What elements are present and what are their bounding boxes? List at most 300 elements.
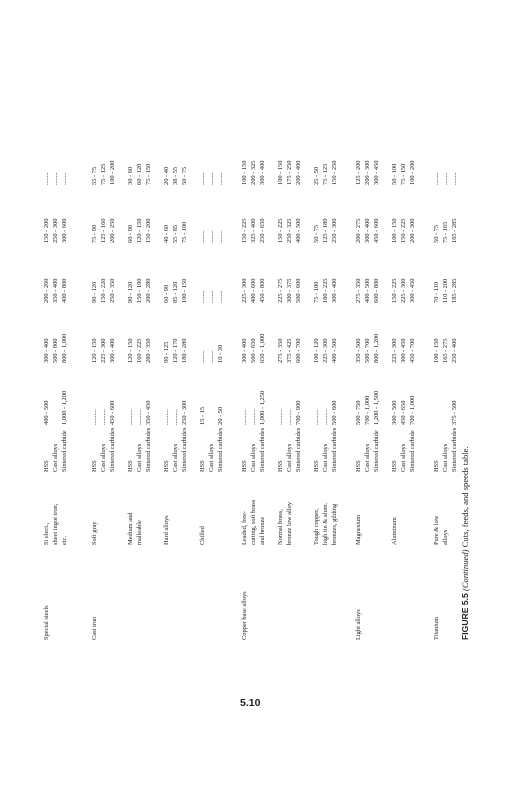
speed-col7-cell: 150 - 250 bbox=[331, 160, 338, 185]
speed-col5-cell: 600 - 800 bbox=[373, 278, 380, 303]
speed-col7-column bbox=[432, 172, 459, 185]
tool-cell: HSS bbox=[277, 460, 284, 472]
speed-col6-cell: 300 - 400 bbox=[364, 218, 371, 243]
speed-col5-cell: 300 - 375 bbox=[286, 278, 293, 303]
material-cell bbox=[372, 609, 381, 640]
speed-col6-cell: 125 - 180 bbox=[322, 218, 329, 243]
speed-col7-cell: ........ bbox=[43, 172, 50, 185]
speed-col7-cell: ........ bbox=[217, 172, 224, 185]
speed-col4-cell: 160 - 225 bbox=[136, 338, 143, 363]
material-column bbox=[432, 617, 459, 640]
speed-col4-cell: ........ bbox=[199, 350, 206, 363]
tool-cell: Sintered carbides bbox=[217, 427, 224, 472]
speed-col6-column bbox=[42, 219, 78, 244]
speed-col4-cell: 280 - 350 bbox=[145, 338, 152, 363]
speed-col5-column bbox=[162, 279, 189, 304]
hardness-cell: .......... bbox=[91, 409, 98, 425]
speed-col6-cell: 150 - 225 bbox=[241, 218, 248, 243]
hardness-cell: 250 - 300 bbox=[181, 400, 188, 425]
speed-col5-column bbox=[126, 279, 153, 304]
hardness-cell bbox=[207, 407, 216, 425]
speed-col4-cell: 350 - 500 bbox=[355, 338, 362, 363]
tool-cell: HSS bbox=[43, 460, 50, 472]
speed-col5-cell: 275 - 350 bbox=[355, 278, 362, 303]
condition-cell: Normal brass, bbox=[277, 509, 284, 545]
condition-cell bbox=[144, 513, 153, 545]
condition-cell: bronzes, gilding bbox=[331, 503, 338, 545]
condition-cell: Aluminum bbox=[391, 517, 398, 545]
speed-col6-column bbox=[126, 219, 153, 244]
speed-col6-column bbox=[276, 219, 303, 244]
hardness-cell: 350 - 450 bbox=[145, 400, 152, 425]
hardness-column bbox=[240, 391, 267, 425]
speed-col7-cell: ........ bbox=[52, 172, 59, 185]
hardness-cell: 300 - 500 bbox=[391, 400, 398, 425]
speed-col7-column bbox=[90, 161, 117, 186]
speed-col5-cell: 500 - 600 bbox=[295, 278, 302, 303]
speed-col6-cell: 150 - 200 bbox=[43, 218, 50, 243]
speed-col6-cell: 200 - 275 bbox=[355, 218, 362, 243]
speed-col6-cell: 60 - 90 bbox=[127, 224, 134, 243]
material-cell: Titanium bbox=[433, 616, 440, 640]
speed-col7-column bbox=[42, 172, 78, 185]
speed-col5-cell: 150 - 220 bbox=[100, 278, 107, 303]
speed-col5-cell bbox=[69, 279, 78, 304]
speed-col5-cell: ........ bbox=[208, 290, 215, 303]
condition-column bbox=[240, 500, 267, 545]
speed-col7-cell: 200 - 400 bbox=[295, 160, 302, 185]
speed-col5-column bbox=[390, 279, 417, 304]
speed-col4-cell: 500 - 800 bbox=[52, 338, 59, 363]
condition-cell bbox=[180, 515, 189, 545]
speed-col5-cell: 300 - 450 bbox=[409, 278, 416, 303]
hardness-cell bbox=[441, 401, 450, 426]
material-cell bbox=[108, 617, 117, 640]
speed-col7-cell: 300 - 450 bbox=[373, 160, 380, 185]
speed-col5-cell: ........ bbox=[217, 290, 224, 303]
speed-col6-cell: 75 - 90 bbox=[91, 224, 98, 243]
speed-col7-cell: 75 - 125 bbox=[322, 163, 329, 185]
speed-col5-cell: 350 - 400 bbox=[52, 278, 59, 303]
condition-cell: Si elect., bbox=[43, 522, 50, 545]
condition-cell bbox=[108, 521, 117, 545]
speed-col6-column bbox=[90, 219, 117, 244]
speed-col4-cell: 300 - 400 bbox=[43, 338, 50, 363]
figure-number: FIGURE 5.5 bbox=[460, 593, 470, 640]
speed-col4-cell: 300 - 400 bbox=[241, 338, 248, 363]
condition-column bbox=[354, 515, 381, 545]
speed-col6-cell: 450 - 600 bbox=[373, 218, 380, 243]
speed-col5-column bbox=[312, 279, 339, 304]
speed-col6-cell: 50 - 75 bbox=[313, 224, 320, 243]
speed-col7-cell: 75 - 150 bbox=[400, 163, 407, 185]
material-cell: Special steels bbox=[43, 605, 50, 640]
tool-cell: HSS bbox=[199, 460, 206, 472]
material-cell: Cast iron bbox=[91, 616, 98, 640]
material-cell bbox=[60, 605, 69, 640]
condition-cell bbox=[450, 516, 459, 545]
hardness-cell: 375 - 500 bbox=[451, 400, 458, 425]
speed-col7-cell: 60 - 120 bbox=[136, 163, 143, 185]
hardness-column bbox=[90, 401, 117, 426]
speed-col4-column bbox=[390, 339, 417, 364]
speed-col4-cell: 250 - 400 bbox=[451, 338, 458, 363]
speed-col7-cell: 100 - 200 bbox=[409, 160, 416, 185]
speed-col5-cell: ........ bbox=[199, 290, 206, 303]
material-column bbox=[90, 617, 117, 640]
speed-col7-column bbox=[162, 167, 189, 185]
tool-cell: Sintered carbides bbox=[295, 427, 302, 472]
tool-column bbox=[276, 428, 303, 472]
tool-cell: Cast alloys bbox=[442, 443, 449, 472]
tool-column bbox=[240, 428, 267, 472]
rotated-table-page bbox=[42, 40, 482, 640]
speed-col4-column bbox=[312, 339, 339, 364]
tool-cell: Cast alloys bbox=[100, 443, 107, 472]
speed-col6-cell: 120 - 150 bbox=[136, 218, 143, 243]
tool-cell: Sintered carbides bbox=[259, 427, 266, 472]
hardness-cell: 700 - 1,000 bbox=[409, 395, 416, 425]
speed-col6-cell: 100 - 150 bbox=[391, 218, 398, 243]
condition-column bbox=[432, 516, 459, 545]
speed-col4-cell: 100 - 120 bbox=[313, 338, 320, 363]
condition-cell: alloys bbox=[442, 529, 449, 545]
speed-col4-cell: 600 - 700 bbox=[295, 338, 302, 363]
speed-col7-column bbox=[240, 161, 267, 186]
speed-col4-cell: 450 - 700 bbox=[409, 338, 416, 363]
tool-column bbox=[354, 430, 381, 472]
speed-col6-column bbox=[162, 222, 189, 243]
speed-col7-cell: 175 - 250 bbox=[286, 160, 293, 185]
condition-column bbox=[126, 513, 153, 545]
tool-cell: HSS bbox=[163, 460, 170, 472]
speed-col7-column bbox=[390, 161, 417, 186]
hardness-cell: .......... bbox=[250, 409, 257, 425]
speed-col5-cell: 100 - 150 bbox=[181, 278, 188, 303]
condition-cell bbox=[216, 526, 225, 545]
speed-col6-cell: 325 - 400 bbox=[250, 218, 257, 243]
material-cell bbox=[249, 591, 258, 640]
condition-cell: Soft gray bbox=[91, 521, 98, 545]
tool-cell bbox=[69, 430, 78, 472]
speed-col4-column bbox=[432, 339, 459, 364]
speed-col7-cell: 200 - 325 bbox=[250, 160, 257, 185]
speed-col6-cell: 75 - 100 bbox=[181, 221, 188, 243]
speed-col4-cell: 120 - 150 bbox=[127, 338, 134, 363]
tool-cell: Cast alloys bbox=[136, 443, 143, 472]
speed-col7-column bbox=[312, 161, 339, 186]
condition-cell bbox=[294, 502, 303, 545]
material-cell bbox=[441, 617, 450, 640]
condition-cell: Magnesium bbox=[355, 514, 362, 545]
speed-col6-column bbox=[390, 219, 417, 244]
speed-col5-cell: 400 - 600 bbox=[250, 278, 257, 303]
hardness-cell: .......... bbox=[163, 409, 170, 425]
condition-cell: Pure & low bbox=[433, 515, 440, 545]
speed-col5-cell: 180 - 225 bbox=[322, 278, 329, 303]
speed-col4-cell: 400 - 500 bbox=[331, 338, 338, 363]
speed-col6-cell: 200 - 250 bbox=[109, 218, 116, 243]
speed-col7-cell: 38 - 55 bbox=[172, 166, 179, 185]
speed-col6-cell: 250 - 300 bbox=[331, 218, 338, 243]
condition-column bbox=[276, 502, 303, 545]
speed-col5-cell: 450 - 800 bbox=[259, 278, 266, 303]
speed-col7-cell: 55 - 75 bbox=[91, 166, 98, 185]
condition-cell: Medium and bbox=[127, 512, 134, 545]
speed-col4-cell: 90 - 125 bbox=[163, 341, 170, 363]
hardness-cell: 450 - 600 bbox=[109, 400, 116, 425]
speed-col7-cell: 75 - 125 bbox=[100, 163, 107, 185]
tool-cell: Cast alloys bbox=[322, 443, 329, 472]
hardness-column bbox=[198, 407, 225, 425]
condition-cell: Hard alloys bbox=[163, 515, 170, 545]
speed-col5-column bbox=[240, 279, 267, 304]
speed-col4-column bbox=[240, 334, 267, 363]
speed-col4-cell: 225 - 300 bbox=[322, 338, 329, 363]
hardness-cell: 1,000 - 1,200 bbox=[61, 390, 68, 425]
tool-cell: Cast alloys bbox=[172, 443, 179, 472]
tool-cell: Sintered carbides bbox=[451, 427, 458, 472]
speed-col6-cell: 250 - 300 bbox=[52, 218, 59, 243]
tool-cell: HSS bbox=[313, 460, 320, 472]
speed-col5-cell: 70 - 110 bbox=[433, 281, 440, 303]
condition-cell: high tin & alum. bbox=[322, 502, 329, 545]
hardness-cell bbox=[69, 391, 78, 425]
speed-col4-cell: 500 - 700 bbox=[364, 338, 371, 363]
tool-cell: Sintered carbide bbox=[61, 430, 68, 472]
hardness-cell: .......... bbox=[100, 409, 107, 425]
speed-col4-column bbox=[42, 334, 78, 363]
condition-cell: and bronze bbox=[259, 516, 266, 545]
speed-col5-cell: 90 - 120 bbox=[127, 281, 134, 303]
speed-col6-cell: 400 - 500 bbox=[295, 218, 302, 243]
speed-col5-column bbox=[198, 290, 225, 303]
material-cell bbox=[99, 617, 108, 640]
speed-col4-cell: 225 - 300 bbox=[100, 338, 107, 363]
speed-col6-cell: 150 - 200 bbox=[145, 218, 152, 243]
condition-cell: sheet ingot iron, bbox=[52, 503, 59, 545]
speed-col5-cell: 400 - 500 bbox=[364, 278, 371, 303]
page-number: 5.10 bbox=[240, 697, 261, 709]
speed-col7-cell: ........ bbox=[451, 172, 458, 185]
condition-cell bbox=[372, 515, 381, 545]
speed-col6-cell: 165 - 285 bbox=[451, 218, 458, 243]
speed-col4-cell: 800 - 1,000 bbox=[61, 333, 68, 363]
speed-col4-cell: 10 - 30 bbox=[217, 344, 224, 363]
speed-col4-cell: 225 - 300 bbox=[391, 338, 398, 363]
speed-col6-cell: 150 - 225 bbox=[277, 218, 284, 243]
speed-col6-column bbox=[312, 219, 339, 244]
speed-col7-cell: 20 - 40 bbox=[163, 166, 170, 185]
caption-text: Cuts, feeds, and speeds table. bbox=[460, 446, 470, 548]
condition-cell: malleable bbox=[136, 520, 143, 545]
speed-col4-cell: 800 - 1,200 bbox=[373, 333, 380, 363]
hardness-cell: .......... bbox=[172, 409, 179, 425]
speed-col7-column bbox=[354, 161, 381, 186]
speed-col4-cell: 165 - 275 bbox=[442, 338, 449, 363]
speed-col5-cell: 200 - 260 bbox=[43, 278, 50, 303]
hardness-column bbox=[312, 401, 339, 426]
condition-column bbox=[390, 517, 417, 545]
speed-col4-cell: 375 - 425 bbox=[286, 338, 293, 363]
hardness-cell: 15 - 15 bbox=[199, 406, 206, 425]
condition-column bbox=[42, 504, 78, 545]
hardness-cell: 400 - 500 bbox=[43, 400, 50, 425]
speed-col5-cell: 250 - 350 bbox=[109, 278, 116, 303]
condition-cell bbox=[207, 526, 216, 545]
speed-col5-cell: 90 - 120 bbox=[91, 281, 98, 303]
tool-cell: Cast alloys bbox=[208, 443, 215, 472]
speed-col6-cell: ........ bbox=[217, 230, 224, 243]
material-column bbox=[354, 609, 381, 640]
tool-column bbox=[90, 428, 117, 472]
material-cell bbox=[69, 605, 78, 640]
speed-col7-cell: 75 - 150 bbox=[145, 163, 152, 185]
speed-col4-cell: 100 - 150 bbox=[433, 338, 440, 363]
speed-col7-cell: 25 - 50 bbox=[313, 166, 320, 185]
hardness-column bbox=[354, 391, 381, 425]
speed-col7-cell: ........ bbox=[442, 172, 449, 185]
tool-cell: Sintered carbide bbox=[373, 430, 380, 472]
tool-cell: Cast alloys bbox=[364, 443, 371, 472]
tool-cell: HSS bbox=[391, 460, 398, 472]
speed-col7-cell: 50 - 75 bbox=[181, 166, 188, 185]
speed-col5-cell: 110 - 200 bbox=[442, 278, 449, 303]
hardness-cell bbox=[51, 391, 60, 425]
condition-cell bbox=[171, 515, 180, 545]
tool-column bbox=[42, 430, 78, 472]
material-cell bbox=[450, 617, 459, 640]
hardness-column bbox=[276, 401, 303, 426]
speed-col5-cell: 150 - 225 bbox=[391, 278, 398, 303]
speed-col7-cell bbox=[69, 172, 78, 185]
tool-cell: HSS bbox=[127, 460, 134, 472]
hardness-cell: 20 - 50 bbox=[217, 406, 224, 425]
speed-col4-cell: 120 - 170 bbox=[172, 338, 179, 363]
condition-cell: Leaded, free- bbox=[241, 510, 248, 545]
tool-cell: Sintered carbide bbox=[409, 430, 416, 472]
hardness-cell: 500 - 600 bbox=[331, 400, 338, 425]
speed-col6-cell: ........ bbox=[208, 230, 215, 243]
speed-col6-column bbox=[432, 219, 459, 244]
speed-col4-column bbox=[90, 339, 117, 364]
tool-cell: Sintered carbides bbox=[331, 427, 338, 472]
speed-col5-cell: 85 - 120 bbox=[172, 281, 179, 303]
speed-col4-column bbox=[198, 345, 225, 363]
speed-col5-column bbox=[90, 279, 117, 304]
speed-col4-column bbox=[126, 339, 153, 364]
speed-col6-cell: 75 - 165 bbox=[442, 221, 449, 243]
speed-col7-cell: 200 - 300 bbox=[364, 160, 371, 185]
tool-cell: HSS bbox=[91, 460, 98, 472]
hardness-column bbox=[162, 401, 189, 426]
speed-col6-cell: ........ bbox=[199, 230, 206, 243]
condition-cell: Tough copper, bbox=[313, 508, 320, 545]
speed-col6-cell: 55 - 85 bbox=[172, 224, 179, 243]
material-cell: Light alloys bbox=[355, 609, 362, 640]
tool-cell: Sintered carbides bbox=[145, 427, 152, 472]
condition-column bbox=[198, 526, 225, 545]
hardness-cell: 700 - 900 bbox=[295, 400, 302, 425]
speed-col4-column bbox=[162, 339, 189, 364]
tool-cell: Cast alloys bbox=[400, 443, 407, 472]
speed-col6-cell: 250 - 325 bbox=[286, 218, 293, 243]
speed-col4-cell: 275 - 350 bbox=[277, 338, 284, 363]
tool-cell: Cast alloys bbox=[52, 443, 59, 472]
condition-cell: cutting, soft brass bbox=[250, 499, 257, 545]
speed-col4-column bbox=[276, 339, 303, 364]
speed-col4-cell bbox=[69, 334, 78, 363]
speed-col5-column bbox=[42, 279, 78, 304]
speed-col7-cell: ........ bbox=[61, 172, 68, 185]
hardness-cell: .......... bbox=[136, 409, 143, 425]
speed-col6-column bbox=[354, 219, 381, 244]
hardness-cell: .......... bbox=[241, 409, 248, 425]
speed-col6-cell: 40 - 60 bbox=[163, 224, 170, 243]
material-cell bbox=[258, 591, 267, 640]
tool-cell: Cast alloys bbox=[286, 443, 293, 472]
hardness-cell: 1,200 - 1,500 bbox=[373, 390, 380, 425]
speed-col6-cell bbox=[69, 219, 78, 244]
condition-cell bbox=[69, 504, 78, 545]
speed-col7-cell: ........ bbox=[433, 172, 440, 185]
condition-column bbox=[312, 503, 339, 545]
speed-col6-cell: 200 - 300 bbox=[409, 218, 416, 243]
speed-col7-column bbox=[126, 164, 153, 185]
speed-col4-cell: 120 - 150 bbox=[91, 338, 98, 363]
tool-column bbox=[126, 428, 153, 472]
condition-cell bbox=[99, 521, 108, 545]
speed-col6-cell: 250 - 650 bbox=[259, 218, 266, 243]
tool-column bbox=[390, 430, 417, 472]
speed-col7-cell: 300 - 400 bbox=[259, 160, 266, 185]
hardness-column bbox=[432, 401, 459, 426]
speed-col7-cell: 100 - 150 bbox=[277, 160, 284, 185]
tool-cell: Cast alloys bbox=[250, 443, 257, 472]
tool-cell: Sintered carbides bbox=[181, 427, 188, 472]
speed-col5-cell: 75 - 100 bbox=[313, 281, 320, 303]
hardness-cell bbox=[432, 401, 441, 426]
speed-col4-cell: 500 - 650 bbox=[250, 338, 257, 363]
speed-col5-cell: 185 - 285 bbox=[451, 278, 458, 303]
material-cell: Copper base alloys bbox=[241, 591, 248, 640]
speed-col6-cell: 150 - 225 bbox=[400, 218, 407, 243]
speed-col7-cell: ........ bbox=[199, 172, 206, 185]
tool-column bbox=[432, 428, 459, 472]
speed-col5-cell: 200 - 280 bbox=[145, 278, 152, 303]
speed-col6-cell: 300 - 600 bbox=[61, 218, 68, 243]
speed-col5-cell: 225 - 275 bbox=[277, 278, 284, 303]
tool-cell: Sintered carbides bbox=[109, 427, 116, 472]
tool-column bbox=[162, 428, 189, 472]
condition-column bbox=[162, 515, 189, 545]
speed-col4-cell: 180 - 280 bbox=[181, 338, 188, 363]
hardness-cell: 500 - 750 bbox=[355, 400, 362, 425]
speed-col7-column bbox=[198, 172, 225, 185]
speed-col6-column bbox=[240, 219, 267, 244]
condition-column bbox=[90, 521, 117, 545]
hardness-cell: 450 - 650 bbox=[400, 400, 407, 425]
speed-col4-cell: 300 - 400 bbox=[109, 338, 116, 363]
tool-cell: HSS bbox=[241, 460, 248, 472]
hardness-column bbox=[390, 396, 417, 425]
speed-col5-cell: 60 - 90 bbox=[163, 284, 170, 303]
speed-col7-cell: 100 - 150 bbox=[241, 160, 248, 185]
speed-col6-cell: 125 - 160 bbox=[100, 218, 107, 243]
tool-column bbox=[198, 428, 225, 472]
speed-col4-cell: ........ bbox=[208, 350, 215, 363]
condition-cell: bronze low alloy bbox=[286, 502, 293, 545]
